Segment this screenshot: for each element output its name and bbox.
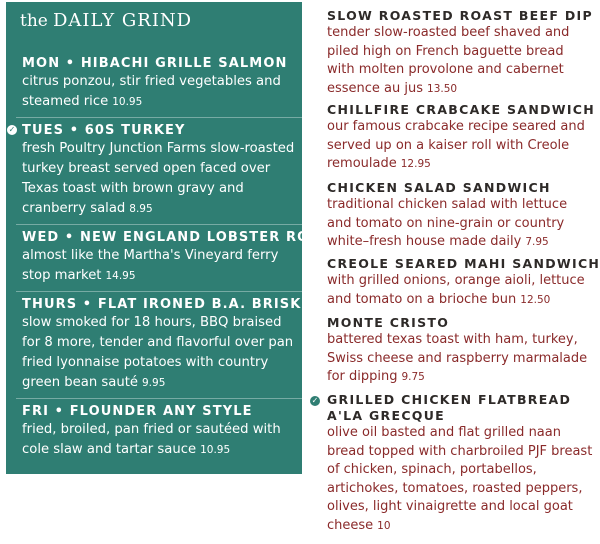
item-description: with grilled onions, orange aioli, lettuce and tomato on a brioche bun 12.50 — [327, 273, 585, 307]
special-price: 8.95 — [129, 203, 153, 215]
checkmark-badge-icon: ✓ — [311, 396, 319, 405]
menu-item-crabcake-sandwich — [327, 102, 595, 174]
menu-item-mahi-sandwich — [327, 256, 600, 309]
special-description: citrus ponzou, stir fried vegetables and steamed rice 10.95 — [22, 74, 281, 109]
menu-item-chicken-flatbread — [327, 392, 595, 535]
menu-item-chicken-salad-sandwich — [327, 180, 595, 252]
item-name: GRILLED CHICKEN FLATBREAD A'LA GRECQUE — [327, 392, 572, 423]
item-price: 13.50 — [427, 82, 458, 95]
item-description: traditional chicken salad with lettuce and tomato on nine-grain or country white–fresh house made daily 7.95 — [327, 197, 568, 249]
special-price: 10.95 — [200, 444, 231, 456]
item-name: CHICKEN SALAD SANDWICH — [327, 180, 551, 195]
special-name: THURS • FLAT IRONED B.A. BRISKET — [22, 297, 322, 312]
item-price: 9.75 — [401, 371, 425, 383]
item-name: MONTE CRISTO — [327, 315, 450, 330]
special-description: almost like the Martha's Vineyard ferry stop market 14.95 — [22, 248, 279, 283]
special-price: 14.95 — [105, 270, 136, 282]
item-description: our famous crabcake recipe seared and served up on a kaiser roll with Creole remoulade 12.95 — [327, 119, 585, 171]
item-description: tender slow-roasted beef shaved and piled high on French baguette bread with molten provolone and cabernet essence au jus 13.50 — [327, 25, 570, 96]
special-description: fresh Poultry Junction Farms slow-roasted turkey breast served open faced over Texas toast with brown gravy and cranberry salad 8.95 — [22, 141, 295, 216]
menu-item-roast-beef-dip — [327, 8, 595, 98]
item-price: 7.95 — [525, 236, 549, 248]
special-description: slow smoked for 18 hours, BBQ braised for 8 more, tender and flavorful over pan fried lyonnaise potatoes with country green bean sauté 9.95 — [22, 315, 294, 390]
special-name: WED • NEW ENGLAND LOBSTER ROLL — [22, 230, 329, 245]
item-description: olive oil basted and flat grilled naan bread topped with charbroiled PJF breast of chicken, spinach, portabellos, artichokes, tomatoes, roasted peppers, olives, light vinaigrette and local goat cheese 10 — [327, 425, 593, 533]
item-name: SLOW ROASTED ROAST BEEF DIP — [327, 8, 593, 23]
special-description: fried, broiled, pan fried or sautéed with cole slaw and tartar sauce 10.95 — [22, 422, 281, 457]
item-name: CHILLFIRE CRABCAKE SANDWICH — [327, 102, 596, 117]
special-name: FRI • FLOUNDER ANY STYLE — [22, 404, 253, 419]
menu-item-monte-cristo — [327, 315, 595, 387]
checkmark-badge-icon: ✓ — [8, 125, 16, 134]
title-prefix: the — [20, 11, 48, 31]
item-name: CREOLE SEARED MAHI SANDWICH — [327, 256, 600, 271]
special-price: 9.95 — [142, 377, 166, 389]
item-price: 12.95 — [400, 158, 431, 170]
item-price: 12.50 — [520, 293, 551, 306]
special-price: 10.95 — [112, 96, 143, 108]
item-price: 10 — [377, 519, 391, 532]
special-name: MON • HIBACHI GRILLE SALMON — [22, 56, 288, 71]
title-main: DAILY GRIND — [52, 10, 193, 31]
item-description: battered texas toast with ham, turkey, Swiss cheese and raspberry marmalade for dipping 9.75 — [327, 332, 588, 384]
special-name: TUES • 60S TURKEY — [22, 123, 186, 138]
